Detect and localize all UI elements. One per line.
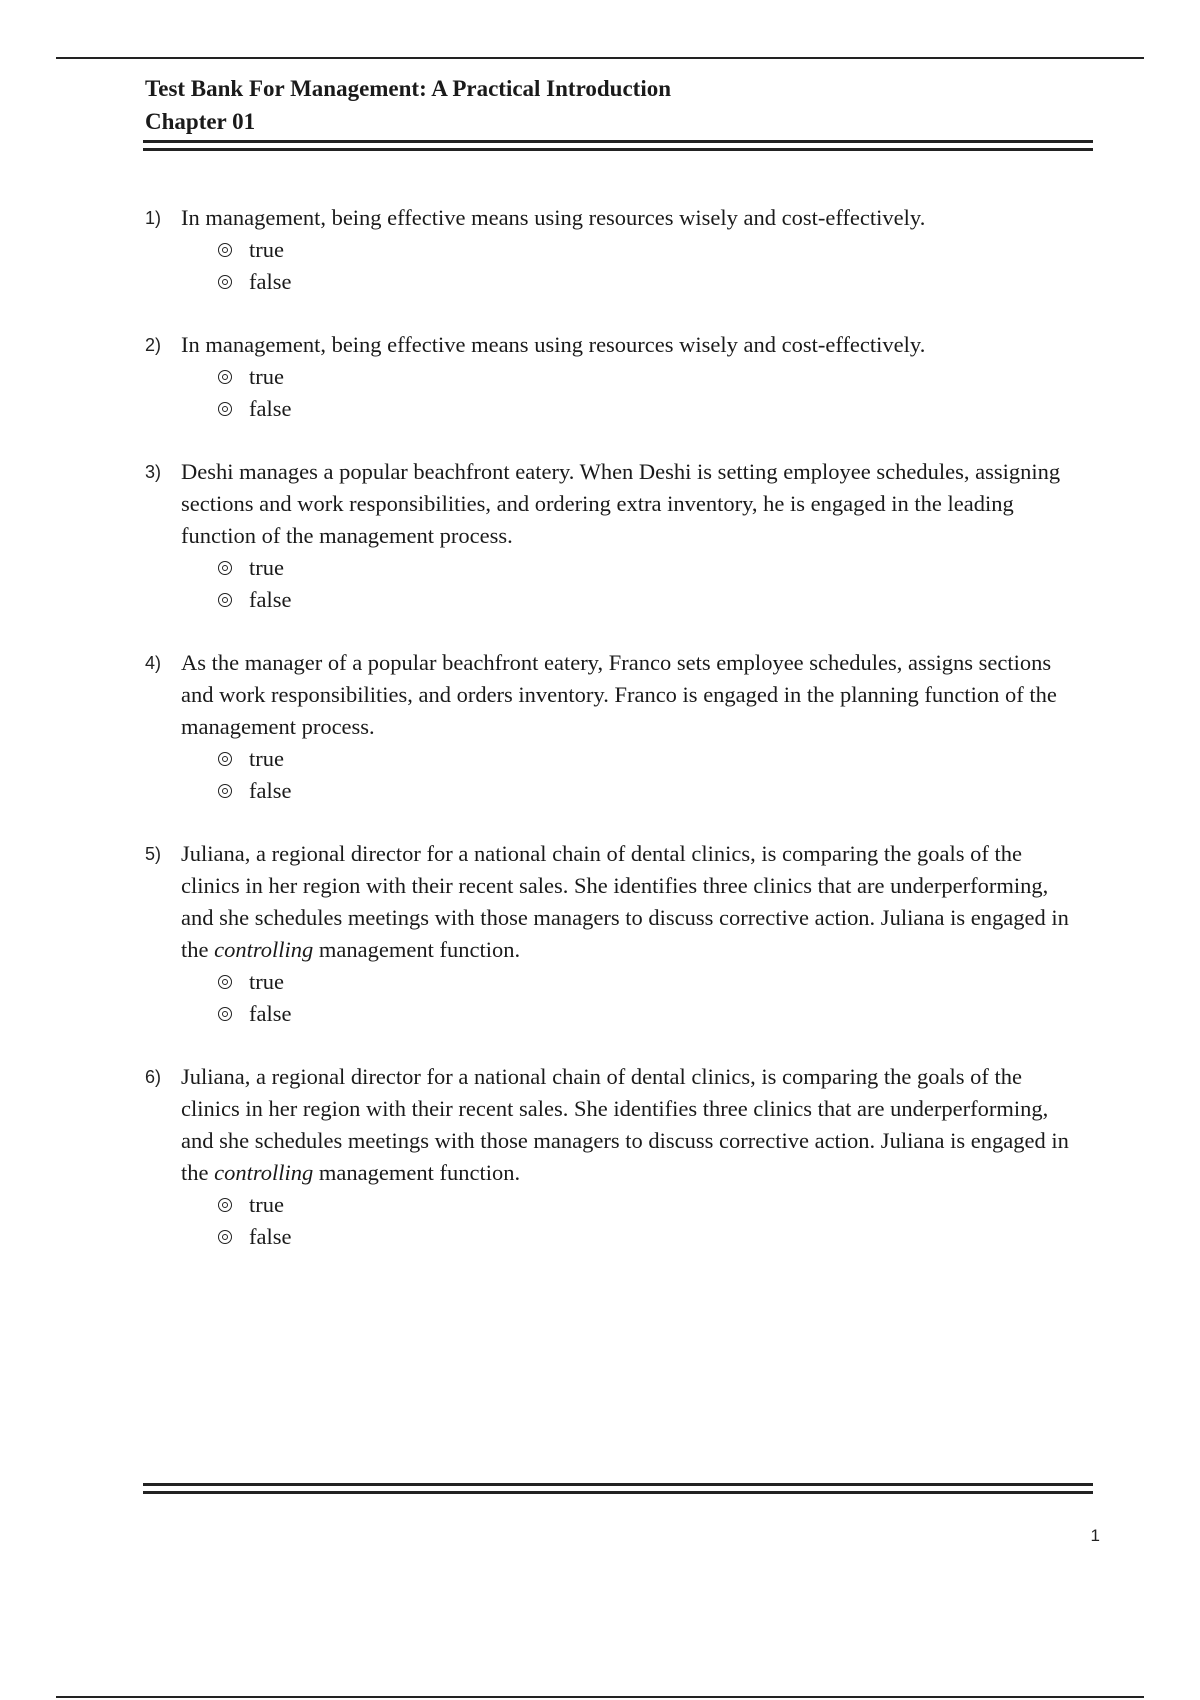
document-header (145, 72, 1095, 138)
option-label: false (249, 396, 292, 421)
question-1 (145, 202, 1095, 298)
option-false[interactable] (218, 393, 1095, 425)
answer-options (218, 234, 1095, 298)
option-label: true (249, 364, 284, 389)
option-true[interactable] (218, 552, 1095, 584)
header-double-rule (143, 140, 1093, 151)
option-label: false (249, 1001, 292, 1026)
radio-icon[interactable] (218, 1198, 232, 1212)
option-true[interactable] (218, 361, 1095, 393)
question-4 (145, 647, 1095, 807)
question-text: Juliana, a regional director for a national chain of dental clinics, is comparing the goals of the clinics in her region with their recent sales. She identifies three clinics that are underperforming, and she schedules meetings with those managers to discuss corrective action. Juliana is engaged in the controlling management function. (181, 841, 1069, 962)
question-number: 3) (145, 462, 162, 482)
radio-icon[interactable] (218, 243, 232, 257)
question-number: 4) (145, 653, 162, 673)
bottom-edge-rule (56, 1696, 1144, 1698)
question-6 (145, 1061, 1095, 1253)
question-number: 6) (145, 1067, 162, 1087)
option-label: true (249, 1192, 284, 1217)
radio-icon[interactable] (218, 1230, 232, 1244)
document-title: Test Bank For Management: A Practical Introduction (145, 76, 672, 101)
top-rule (56, 57, 1144, 59)
page-number: 1 (1090, 1526, 1100, 1545)
option-true[interactable] (218, 1189, 1095, 1221)
radio-icon[interactable] (218, 752, 232, 766)
option-false[interactable] (218, 1221, 1095, 1253)
option-label: false (249, 1224, 292, 1249)
answer-options (218, 743, 1095, 807)
radio-icon[interactable] (218, 402, 232, 416)
question-text: In management, being effective means using resources wisely and cost-effectively. (181, 205, 926, 230)
option-label: true (249, 555, 284, 580)
option-false[interactable] (218, 998, 1095, 1030)
option-true[interactable] (218, 966, 1095, 998)
footer-double-rule (143, 1483, 1093, 1494)
chapter-heading: Chapter 01 (145, 109, 256, 134)
question-2 (145, 329, 1095, 425)
answer-options (218, 361, 1095, 425)
option-label: false (249, 269, 292, 294)
question-3 (145, 456, 1095, 616)
answer-options (218, 1189, 1095, 1253)
option-label: true (249, 746, 284, 771)
question-5 (145, 838, 1095, 1030)
radio-icon[interactable] (218, 975, 232, 989)
option-false[interactable] (218, 775, 1095, 807)
radio-icon[interactable] (218, 1007, 232, 1021)
question-text: Deshi manages a popular beachfront eatery. When Deshi is setting employee schedules, assigning sections and work responsibilities, and ordering extra inventory, he is engaged in the leading function of the management process. (181, 459, 1061, 548)
radio-icon[interactable] (218, 593, 232, 607)
radio-icon[interactable] (218, 784, 232, 798)
radio-icon[interactable] (218, 275, 232, 289)
radio-icon[interactable] (218, 561, 232, 575)
question-number: 5) (145, 844, 162, 864)
answer-options (218, 552, 1095, 616)
option-false[interactable] (218, 266, 1095, 298)
question-number: 2) (145, 335, 162, 355)
question-text: Juliana, a regional director for a national chain of dental clinics, is comparing the goals of the clinics in her region with their recent sales. She identifies three clinics that are underperforming, and she schedules meetings with those managers to discuss corrective action. Juliana is engaged in the controlling management function. (181, 1064, 1069, 1185)
answer-options (218, 966, 1095, 1030)
question-text: As the manager of a popular beachfront eatery, Franco sets employee schedules, assigns sections and work responsibilities, and orders inventory. Franco is engaged in the planning function of the management process. (181, 650, 1057, 739)
option-label: false (249, 587, 292, 612)
option-false[interactable] (218, 584, 1095, 616)
question-list (145, 202, 1095, 1284)
radio-icon[interactable] (218, 370, 232, 384)
option-true[interactable] (218, 234, 1095, 266)
option-label: true (249, 237, 284, 262)
question-number: 1) (145, 208, 162, 228)
option-label: false (249, 778, 292, 803)
option-true[interactable] (218, 743, 1095, 775)
question-text: In management, being effective means using resources wisely and cost-effectively. (181, 332, 926, 357)
option-label: true (249, 969, 284, 994)
